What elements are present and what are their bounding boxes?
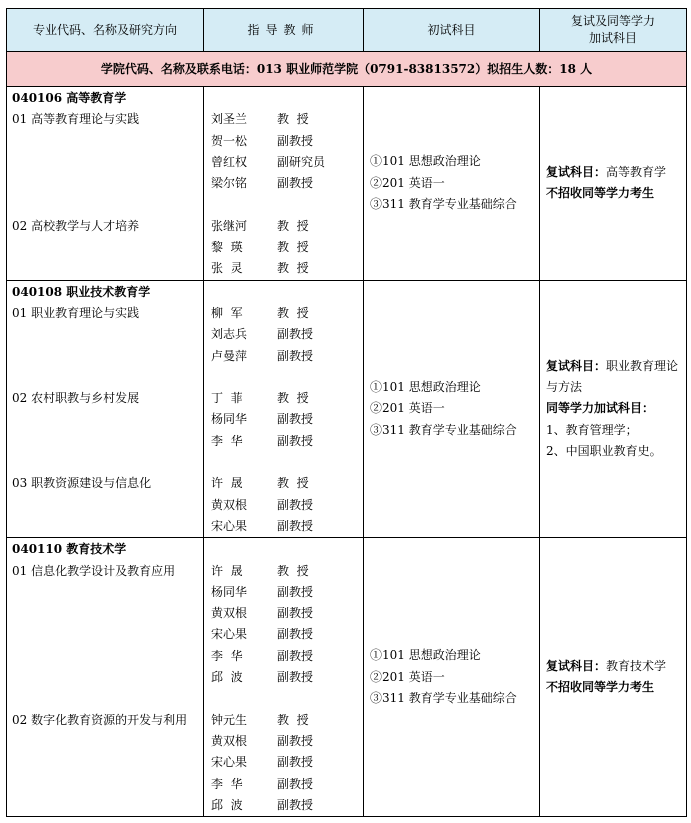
advisor-entry	[211, 303, 358, 324]
direction-label: 02 数字化教育资源的开发与利用	[12, 712, 188, 727]
retest-value: 职业教育理论与方法	[546, 358, 679, 394]
advisor-title: 教 授	[277, 476, 309, 491]
major-cell	[7, 87, 204, 281]
advisor-title: 副教授	[277, 133, 314, 148]
advisor-title: 副研究员	[277, 154, 326, 169]
advisor-entry	[211, 516, 358, 537]
advisor-name: 黄双根	[211, 733, 248, 748]
advisor-entry	[211, 795, 358, 816]
exam-subject: ②201 英语一	[370, 175, 445, 190]
advisor-entry	[211, 131, 358, 152]
advisor-name: 黄双根	[211, 606, 248, 621]
advisor-entry	[211, 646, 358, 667]
major-code-name: 040106 高等教育学	[12, 91, 127, 105]
advisor-cell	[204, 538, 364, 817]
major-code-name: 040108 职业技术教育学	[12, 284, 151, 299]
direction-label: 03 职教资源建设与信息化	[12, 476, 152, 491]
advisor-name: 邱 波	[211, 797, 243, 812]
exam-subject: ①101 思想政治理论	[370, 380, 481, 394]
equal-note: 不招收同等学力考生	[546, 186, 655, 201]
advisor-entry	[211, 152, 358, 173]
advisor-entry	[211, 346, 358, 367]
advisor-title: 副教授	[277, 606, 314, 621]
advisor-entry	[211, 109, 358, 130]
advisor-name: 李 华	[211, 433, 243, 448]
exam-subject: ②201 英语一	[370, 669, 445, 684]
advisor-entry	[211, 582, 358, 603]
college-row	[7, 52, 687, 87]
header-retest-line2: 加试科目	[588, 31, 637, 45]
advisor-name: 卢曼萍	[211, 348, 248, 363]
advisor-name: 曾红权	[211, 154, 248, 169]
advisor-entry	[211, 710, 358, 731]
advisor-name: 黄双根	[211, 497, 248, 512]
direction-label: 02 农村职教与乡村发展	[12, 391, 140, 406]
advisor-name: 李 华	[211, 776, 243, 791]
advisor-entry	[211, 774, 358, 795]
advisor-title: 副教授	[277, 497, 314, 512]
exam-subject: ③311 教育学专业基础综合	[370, 196, 517, 211]
advisor-title: 副教授	[277, 755, 314, 770]
advisor-name: 许 晟	[211, 476, 243, 491]
retest-cell	[540, 538, 687, 817]
advisor-name: 邱 波	[211, 670, 243, 685]
retest-value: 高等教育学	[606, 165, 667, 180]
direction-label: 01 职业教育理论与实践	[12, 305, 140, 320]
advisor-title: 副教授	[277, 797, 314, 812]
header-retest	[540, 9, 687, 52]
advisor-title: 教 授	[277, 218, 309, 233]
advisor-entry	[211, 624, 358, 645]
equal-item: 1、教育管理学；	[546, 422, 638, 437]
advisor-name: 丁 菲	[211, 391, 243, 406]
advisor-title: 教 授	[277, 391, 309, 406]
advisor-name: 宋心果	[211, 627, 248, 642]
advisor-title: 副教授	[277, 776, 314, 791]
advisor-entry	[211, 216, 358, 237]
admissions-table	[6, 8, 687, 817]
college-info: 学院代码、名称及联系电话：013 职业师范学院（0791-83813572）拟招生人数：18 人	[7, 52, 687, 87]
advisor-title: 副教授	[277, 648, 314, 663]
advisor-title: 教 授	[277, 563, 309, 578]
advisor-entry	[211, 752, 358, 773]
major-cell	[7, 280, 204, 538]
advisor-name: 宋心果	[211, 755, 248, 770]
exam-subject: ①101 思想政治理论	[370, 648, 481, 663]
advisor-title: 副教授	[277, 584, 314, 599]
advisor-title: 副教授	[277, 327, 314, 342]
advisor-title: 副教授	[277, 518, 314, 533]
advisor-entry	[211, 667, 358, 688]
advisor-title: 副教授	[277, 670, 314, 685]
header-initial-exam: 初试科目	[364, 9, 540, 52]
advisor-name: 刘圣兰	[211, 112, 248, 127]
advisor-name: 梁尔铭	[211, 176, 248, 191]
header-row	[7, 9, 687, 52]
advisor-title: 教 授	[277, 712, 309, 727]
retest-label: 复试科目：	[546, 358, 607, 373]
advisor-entry	[211, 561, 358, 582]
advisor-entry	[211, 173, 358, 194]
major-cell	[7, 538, 204, 817]
advisor-title: 副教授	[277, 348, 314, 363]
advisor-name: 杨同华	[211, 412, 248, 427]
advisor-name: 张继河	[211, 218, 248, 233]
advisor-entry	[211, 431, 358, 452]
equal-item: 2、中国职业教育史。	[546, 443, 662, 458]
advisor-name: 柳 军	[211, 305, 243, 320]
retest-label: 复试科目：	[546, 658, 607, 673]
exam-subject: ①101 思想政治理论	[370, 154, 481, 169]
advisor-cell	[204, 280, 364, 538]
header-advisor: 指导教师	[204, 9, 364, 52]
direction-label: 02 高校教学与人才培养	[12, 218, 140, 233]
advisor-entry	[211, 237, 358, 258]
major-row-040110	[7, 538, 687, 817]
advisor-name: 钟元生	[211, 712, 248, 727]
advisor-name: 张 灵	[211, 261, 243, 276]
advisor-name: 宋心果	[211, 518, 248, 533]
advisor-name: 杨同华	[211, 584, 248, 599]
retest-cell	[540, 280, 687, 538]
major-row-040106	[7, 87, 687, 281]
advisor-name: 李 华	[211, 648, 243, 663]
advisor-entry	[211, 258, 358, 279]
advisor-title: 教 授	[277, 305, 309, 320]
exam-subject: ③311 教育学专业基础综合	[370, 422, 517, 437]
major-row-040108	[7, 280, 687, 538]
equal-note: 不招收同等学力考生	[546, 680, 655, 695]
advisor-name: 黎 瑛	[211, 240, 243, 255]
advisor-entry	[211, 731, 358, 752]
advisor-title: 教 授	[277, 240, 309, 255]
direction-label: 01 信息化教学设计及教育应用	[12, 563, 176, 578]
advisor-entry	[211, 473, 358, 494]
exam-cell	[364, 280, 540, 538]
advisor-entry	[211, 324, 358, 345]
advisor-entry	[211, 388, 358, 409]
advisor-entry	[211, 603, 358, 624]
advisor-title: 副教授	[277, 412, 314, 427]
exam-subject: ③311 教育学专业基础综合	[370, 690, 517, 705]
advisor-title: 副教授	[277, 176, 314, 191]
advisor-entry	[211, 409, 358, 430]
equal-label: 同等学力加试科目：	[546, 401, 655, 416]
advisor-title: 副教授	[277, 433, 314, 448]
advisor-title: 教 授	[277, 261, 309, 276]
advisor-name: 许 晟	[211, 563, 243, 578]
direction-label: 01 高等教育理论与实践	[12, 112, 140, 127]
advisor-cell	[204, 87, 364, 281]
advisor-title: 教 授	[277, 112, 309, 127]
advisor-name: 刘志兵	[211, 327, 248, 342]
exam-cell	[364, 87, 540, 281]
retest-cell	[540, 87, 687, 281]
advisor-entry	[211, 495, 358, 516]
advisor-title: 副教授	[277, 627, 314, 642]
header-major: 专业代码、名称及研究方向	[7, 9, 204, 52]
advisor-title: 副教授	[277, 733, 314, 748]
advisor-name: 贺一松	[211, 133, 248, 148]
header-retest-line1: 复试及同等学力	[570, 14, 655, 28]
major-code-name: 040110 教育技术学	[12, 542, 127, 557]
exam-cell	[364, 538, 540, 817]
retest-label: 复试科目：	[546, 165, 607, 180]
retest-value: 教育技术学	[606, 658, 667, 673]
exam-subject: ②201 英语一	[370, 401, 445, 416]
